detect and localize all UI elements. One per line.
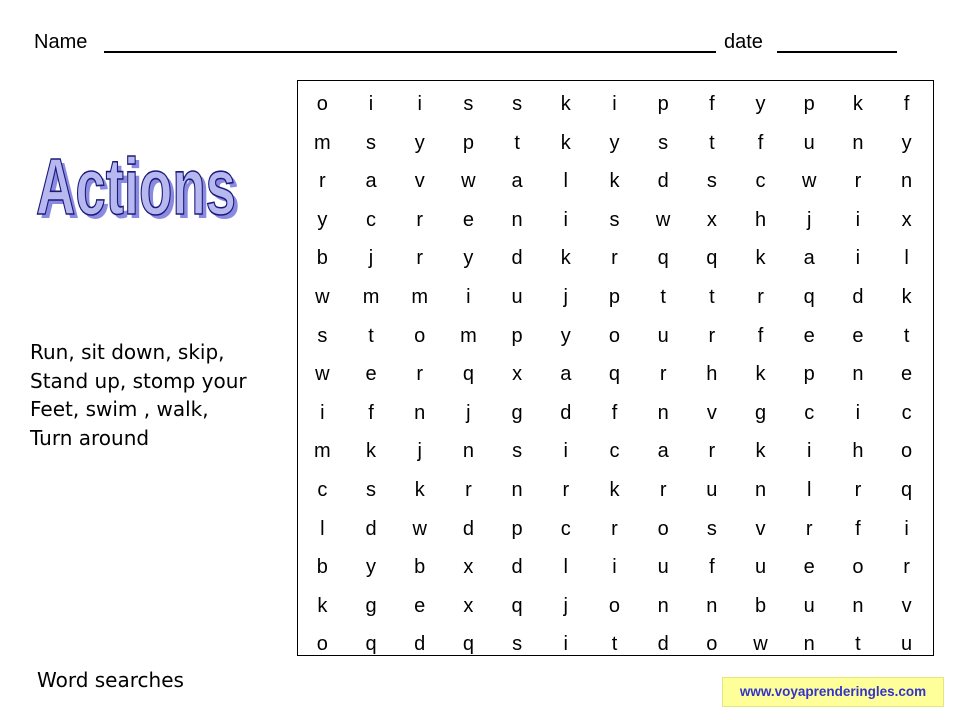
grid-cell[interactable]: s: [512, 93, 523, 115]
grid-cell[interactable]: k: [755, 440, 766, 463]
grid-cell[interactable]: q: [365, 633, 377, 656]
grid-cell[interactable]: r: [416, 363, 424, 386]
grid-cell[interactable]: t: [855, 633, 861, 656]
grid-cell[interactable]: b: [414, 556, 426, 579]
grid-cell[interactable]: v: [755, 517, 766, 540]
grid-cell[interactable]: m: [314, 131, 331, 154]
grid-cell[interactable]: o: [901, 440, 913, 463]
grid-row: [298, 355, 931, 394]
title-wordart: [34, 140, 254, 230]
grid-cell[interactable]: u: [803, 131, 815, 154]
grid-cell[interactable]: s: [366, 131, 377, 154]
grid-cell[interactable]: n: [657, 401, 669, 424]
grid-cell[interactable]: r: [757, 285, 764, 308]
name-label: Name: [34, 31, 88, 53]
grid-cell[interactable]: o: [414, 324, 426, 347]
grid-cell[interactable]: w: [655, 208, 671, 231]
grid-cell[interactable]: m: [314, 440, 331, 463]
grid-cell[interactable]: f: [903, 93, 910, 115]
grid-cell[interactable]: t: [660, 285, 666, 308]
grid-row: [298, 201, 931, 240]
grid-cell[interactable]: n: [657, 594, 669, 617]
grid-cell[interactable]: s: [706, 170, 717, 193]
grid-cell[interactable]: r: [611, 517, 618, 540]
grid-cell[interactable]: p: [511, 324, 523, 347]
grid-cell[interactable]: i: [563, 208, 568, 231]
grid-cell[interactable]: m: [362, 285, 380, 308]
grid-cell[interactable]: d: [852, 285, 864, 308]
grid-cell[interactable]: c: [609, 440, 620, 463]
grid-cell[interactable]: k: [366, 440, 377, 463]
grid-cell[interactable]: p: [462, 131, 474, 154]
grid-cell[interactable]: c: [560, 517, 571, 540]
grid-row: [298, 510, 931, 549]
grid-cell[interactable]: e: [365, 363, 377, 386]
grid-cell[interactable]: d: [365, 517, 377, 540]
grid-cell[interactable]: u: [657, 324, 669, 347]
grid-cell[interactable]: j: [417, 440, 422, 463]
grid-cell[interactable]: y: [463, 247, 474, 270]
grid-row: [298, 239, 931, 278]
date-label: date: [724, 31, 763, 53]
grid-cell[interactable]: x: [512, 363, 523, 386]
grid-cell[interactable]: i: [855, 401, 861, 424]
grid-cell[interactable]: q: [462, 633, 474, 656]
word-list-line: Stand up, stomp your: [30, 368, 247, 393]
grid-cell[interactable]: d: [560, 401, 572, 424]
grid-cell[interactable]: a: [511, 170, 523, 193]
grid-cell[interactable]: f: [368, 401, 374, 424]
grid-cell[interactable]: k: [560, 93, 571, 115]
grid-row: [298, 394, 931, 433]
grid-cell[interactable]: f: [611, 401, 618, 424]
grid-cell[interactable]: r: [659, 363, 667, 386]
grid-cell[interactable]: p: [511, 517, 523, 540]
grid-cell[interactable]: b: [316, 556, 328, 579]
grid-cell[interactable]: l: [563, 170, 568, 193]
grid-cell[interactable]: n: [462, 440, 474, 463]
grid-cell[interactable]: d: [511, 247, 523, 270]
grid-cell[interactable]: k: [609, 478, 620, 501]
grid-cell[interactable]: f: [709, 93, 715, 115]
grid-cell[interactable]: n: [414, 401, 426, 424]
grid-cell[interactable]: u: [706, 478, 718, 501]
grid-cell[interactable]: l: [904, 247, 909, 270]
grid-cell[interactable]: k: [901, 285, 912, 308]
grid-cell[interactable]: k: [317, 594, 328, 617]
letter-grid: [298, 85, 931, 664]
page-title: Actions: [36, 142, 236, 230]
grid-cell[interactable]: f: [855, 517, 861, 540]
grid-cell[interactable]: d: [657, 170, 669, 193]
grid-cell[interactable]: i: [466, 285, 471, 308]
grid-cell[interactable]: v: [414, 170, 425, 193]
grid-cell[interactable]: h: [852, 440, 864, 463]
grid-cell[interactable]: o: [852, 556, 864, 579]
grid-cell[interactable]: q: [657, 247, 669, 270]
grid-cell[interactable]: s: [706, 517, 717, 540]
grid-cell[interactable]: o: [608, 594, 621, 617]
grid-cell[interactable]: y: [414, 131, 425, 154]
grid-cell[interactable]: i: [904, 517, 909, 540]
grid-cell[interactable]: n: [754, 478, 767, 501]
grid-cell[interactable]: a: [560, 363, 572, 386]
grid-cell[interactable]: h: [706, 363, 718, 386]
grid-cell[interactable]: m: [411, 285, 429, 308]
grid-cell[interactable]: k: [852, 93, 863, 115]
grid-row: [298, 162, 931, 201]
grid-cell[interactable]: r: [416, 247, 424, 270]
header: [34, 30, 904, 58]
grid-cell[interactable]: k: [560, 247, 571, 270]
grid-cell[interactable]: o: [706, 633, 718, 656]
grid-cell[interactable]: f: [757, 131, 764, 154]
grid-cell[interactable]: e: [901, 363, 913, 386]
grid-cell[interactable]: s: [609, 208, 620, 231]
grid-cell[interactable]: n: [852, 131, 864, 154]
grid-cell[interactable]: r: [611, 247, 618, 270]
grid-cell[interactable]: o: [657, 517, 669, 540]
grid-cell[interactable]: q: [511, 594, 523, 617]
grid-row: [298, 587, 931, 626]
website-banner[interactable]: www.voyaprenderingles.com: [722, 677, 944, 707]
grid-cell[interactable]: y: [317, 208, 328, 231]
grid-cell[interactable]: t: [709, 285, 715, 308]
grid-cell[interactable]: r: [319, 170, 326, 193]
grid-cell[interactable]: i: [612, 556, 617, 579]
grid-cell[interactable]: t: [611, 633, 618, 656]
title-shadow: Actions: [40, 146, 240, 230]
grid-row: [298, 625, 931, 664]
grid-cell[interactable]: r: [708, 440, 716, 463]
grid-cell[interactable]: e: [803, 324, 815, 347]
grid-cell[interactable]: u: [803, 594, 815, 617]
grid-cell[interactable]: p: [803, 363, 815, 386]
grid-cell[interactable]: f: [709, 556, 715, 579]
grid-cell[interactable]: w: [412, 517, 427, 540]
grid-cell[interactable]: r: [805, 517, 813, 540]
grid-cell[interactable]: u: [511, 285, 523, 308]
word-search-grid: [297, 80, 934, 656]
grid-cell[interactable]: g: [511, 401, 523, 424]
grid-cell[interactable]: a: [657, 440, 669, 463]
grid-cell[interactable]: r: [465, 478, 472, 501]
grid-cell[interactable]: l: [320, 517, 325, 540]
grid-cell[interactable]: e: [852, 324, 864, 347]
grid-cell[interactable]: e: [803, 556, 815, 579]
grid-cell[interactable]: b: [754, 594, 767, 617]
grid-cell[interactable]: t: [903, 324, 910, 347]
grid-cell[interactable]: e: [414, 594, 426, 617]
grid-cell[interactable]: u: [657, 556, 669, 579]
grid-cell[interactable]: x: [901, 208, 912, 231]
grid-cell[interactable]: r: [708, 324, 716, 347]
grid-cell[interactable]: y: [755, 93, 766, 115]
grid-cell[interactable]: l: [806, 478, 812, 501]
grid-cell[interactable]: k: [755, 247, 766, 270]
grid-cell[interactable]: t: [514, 131, 520, 154]
grid-cell[interactable]: k: [609, 170, 620, 193]
grid-cell[interactable]: c: [804, 401, 815, 424]
grid-cell[interactable]: x: [706, 208, 717, 231]
grid-cell[interactable]: i: [417, 93, 422, 115]
grid-cell[interactable]: i: [612, 93, 617, 115]
grid-cell[interactable]: s: [658, 131, 669, 154]
grid-cell[interactable]: n: [901, 170, 913, 193]
grid-cell[interactable]: j: [563, 285, 568, 308]
grid-cell[interactable]: y: [366, 556, 377, 579]
grid-cell[interactable]: b: [316, 247, 328, 270]
grid-cell[interactable]: w: [753, 633, 768, 656]
grid-cell[interactable]: w: [461, 170, 476, 193]
grid-cell[interactable]: x: [463, 556, 474, 579]
grid-cell[interactable]: c: [901, 401, 912, 424]
grid-cell[interactable]: v: [901, 594, 912, 617]
grid-cell[interactable]: r: [854, 170, 862, 193]
grid-cell[interactable]: n: [803, 633, 815, 656]
grid-cell[interactable]: q: [803, 285, 815, 308]
grid-cell[interactable]: s: [317, 324, 328, 347]
name-line[interactable]: [104, 51, 716, 53]
grid-cell[interactable]: r: [659, 478, 667, 501]
grid-cell[interactable]: q: [901, 478, 913, 501]
grid-row: [298, 471, 931, 510]
grid-cell[interactable]: l: [563, 556, 568, 579]
grid-cell[interactable]: y: [560, 324, 571, 347]
grid-cell[interactable]: a: [365, 170, 377, 193]
grid-cell[interactable]: p: [608, 285, 621, 308]
grid-cell[interactable]: j: [368, 247, 374, 270]
grid-cell[interactable]: s: [512, 633, 523, 656]
grid-cell[interactable]: g: [365, 594, 377, 617]
date-line[interactable]: [777, 51, 897, 53]
grid-cell[interactable]: a: [803, 247, 815, 270]
grid-cell[interactable]: k: [755, 363, 766, 386]
grid-cell[interactable]: x: [463, 594, 474, 617]
grid-cell[interactable]: n: [852, 594, 864, 617]
grid-cell[interactable]: i: [855, 208, 861, 231]
grid-cell[interactable]: h: [754, 208, 767, 231]
grid-cell[interactable]: o: [316, 93, 328, 115]
grid-cell[interactable]: d: [511, 556, 523, 579]
grid-cell[interactable]: w: [801, 170, 817, 193]
grid-cell[interactable]: r: [903, 556, 910, 579]
grid-cell[interactable]: f: [757, 324, 764, 347]
grid-cell[interactable]: p: [657, 93, 669, 115]
grid-cell[interactable]: q: [706, 247, 718, 270]
grid-cell[interactable]: k: [414, 478, 425, 501]
grid-cell[interactable]: r: [562, 478, 570, 501]
grid-cell[interactable]: i: [563, 633, 568, 656]
grid-cell[interactable]: w: [315, 363, 330, 386]
grid-row: [298, 317, 931, 356]
grid-cell[interactable]: r: [854, 478, 862, 501]
title-svg: [34, 140, 254, 230]
grid-cell[interactable]: p: [803, 93, 815, 115]
grid-cell[interactable]: t: [368, 324, 374, 347]
grid-cell[interactable]: k: [560, 131, 571, 154]
grid-cell[interactable]: u: [754, 556, 767, 579]
grid-cell[interactable]: d: [414, 633, 426, 656]
grid-cell[interactable]: j: [563, 594, 568, 617]
grid-cell[interactable]: w: [315, 285, 330, 308]
grid-cell[interactable]: m: [460, 324, 477, 347]
grid-cell[interactable]: n: [511, 208, 523, 231]
grid-cell[interactable]: i: [806, 440, 812, 463]
grid-cell[interactable]: q: [462, 363, 474, 386]
grid-cell[interactable]: s: [366, 478, 377, 501]
grid-cell[interactable]: i: [320, 401, 325, 424]
grid-row: [298, 124, 931, 163]
grid-cell[interactable]: y: [901, 131, 912, 154]
word-list: [30, 338, 280, 452]
grid-cell[interactable]: i: [368, 93, 374, 115]
grid-cell[interactable]: n: [511, 478, 523, 501]
grid-cell[interactable]: j: [806, 208, 812, 231]
grid-cell[interactable]: j: [466, 401, 471, 424]
grid-cell[interactable]: c: [755, 170, 766, 193]
grid-cell[interactable]: u: [901, 633, 913, 656]
grid-cell[interactable]: v: [706, 401, 717, 424]
grid-cell[interactable]: g: [754, 401, 767, 424]
grid-cell[interactable]: n: [706, 594, 718, 617]
grid-cell[interactable]: e: [462, 208, 474, 231]
grid-cell[interactable]: c: [317, 478, 328, 501]
grid-cell[interactable]: d: [657, 633, 669, 656]
grid-row: [298, 278, 931, 317]
grid-cell[interactable]: q: [608, 363, 621, 386]
grid-cell[interactable]: i: [563, 440, 568, 463]
grid-cell[interactable]: o: [316, 633, 328, 656]
word-list-line: Run, sit down, skip,: [30, 340, 225, 364]
grid-cell[interactable]: c: [366, 208, 377, 231]
grid-cell[interactable]: i: [855, 247, 861, 270]
grid-row: [298, 432, 931, 471]
grid-cell[interactable]: s: [512, 440, 523, 463]
grid-cell[interactable]: o: [608, 324, 621, 347]
grid-row: [298, 548, 931, 587]
word-list-line: Turn around: [30, 425, 150, 450]
grid-cell[interactable]: d: [462, 517, 474, 540]
grid-row: [298, 85, 931, 124]
grid-cell[interactable]: y: [609, 131, 620, 154]
grid-cell[interactable]: s: [463, 93, 474, 115]
word-list-line: Feet, swim , walk,: [30, 397, 209, 421]
grid-cell[interactable]: t: [709, 131, 715, 154]
footer-label: Word searches: [37, 668, 184, 692]
grid-cell[interactable]: n: [852, 363, 864, 386]
grid-cell[interactable]: r: [416, 208, 424, 231]
